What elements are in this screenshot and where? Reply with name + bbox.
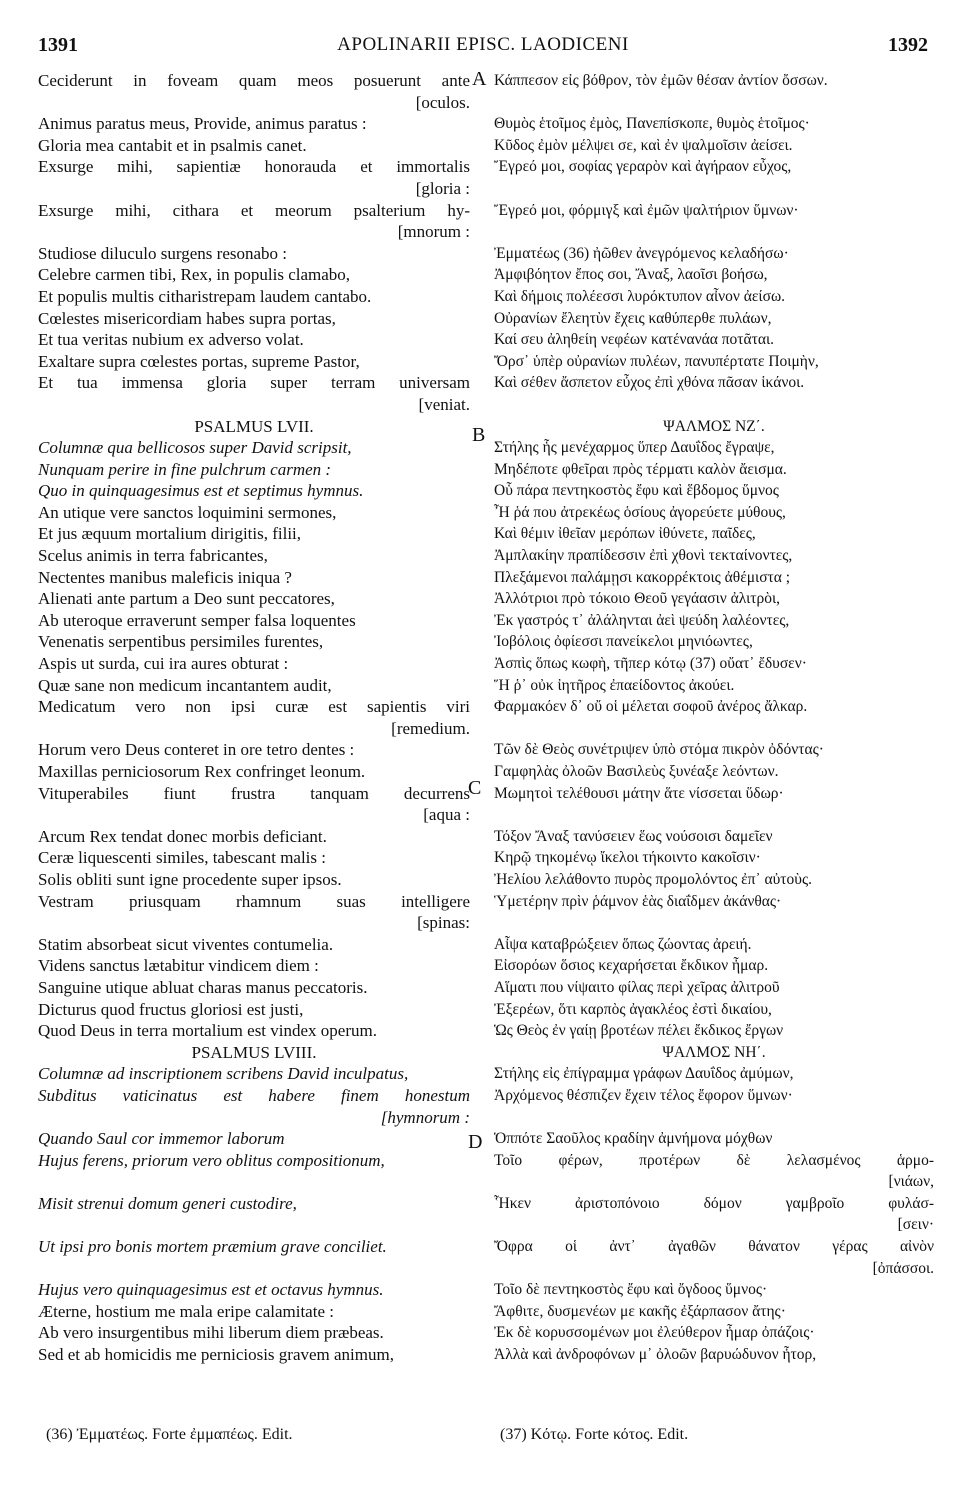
greek-verse-line [494,804,934,826]
greek-verse-line: Κάππεσον εἰς βόθρον, τὸν ἐμῶν θέσαν ἀντίον ὄσσων. [494,72,828,89]
latin-verse-line: Animus paratus meus, Provide, animus paratus : [38,114,367,134]
greek-verse-line: Ἐκ γαστρός τ᾽ ἀλάληνται ἀεὶ ψεύδη λαλέοντες, [494,611,790,629]
greek-verse-line: Φαρμακόεν δ᾽ οὔ οἱ μέλεται σοφοῦ ἀνέρος ἄλκαρ. [494,698,808,716]
greek-verse-line: Ὁππότε Σαοῦλος κραδίην ἀμνήμονα μόχθων [494,1130,773,1148]
section-marker-d: D [468,1131,483,1153]
latin-verse-line: Maxillas perniciosorum Rex confringet leonum. [38,762,366,781]
latin-verse-line: [gloria : [415,178,470,198]
greek-verse-line: Καὶ δήμοις πολέεσσι λυρόκτυπον αἶνον ἀείσω. [494,287,786,305]
greek-verse-line: Ἧκεν ἀριστοπόνοιο δόμον γαμβροῖο φυλάσ- [494,1194,934,1212]
greek-verse-line: Ἦ ῥά που ἀτρεκέως ὁσίους ἀγορεύετε μύθους, [494,503,786,521]
greek-verse-line: Γαμφηλὰς ὀλοῶν Βασιλεὺς ξυνέαξε λεόντων. [494,763,779,780]
greek-verse-line [494,718,934,740]
greek-verse-line: Τόξον Ἄναξ τανύσειεν ἕως νούσοισι δαμεῖεν [494,827,773,845]
greek-verse-line: Ὄρσ᾽ ὑπὲρ οὐρανίων πυλέων, πανυπέρτατε Ποιμὴν, [494,352,819,370]
greek-verse-line: Μηδέποτε φθεῖραι πρὸς τέρματι καλὸν ἄεισμα. [494,460,787,478]
greek-verse-line: Ἰοβόλοις ὀφίεσσι πανείκελοι μηνιόωντες, [494,633,753,651]
greek-verse-line [494,178,934,200]
greek-verse-line: Πλεξάμενοι παλάμῃσι κακορρέκτοις ἀθέμιστα ; [494,568,791,586]
latin-verse-line: Alienati ante partum a Deo sunt peccatores, [38,589,335,609]
greek-verse-line: Ὑμετέρην πρὶν ῥάμνον ἑὰς διαΐδμεν ἀκάνθας· [494,892,782,910]
latin-verse-line: Hujus ferens, priorum vero oblitus compositionum, [38,1150,385,1170]
greek-verse-line: Ἐξερέων, ὅτι καρπὸς ἀγακλέος ἐστὶ δικαίου, [494,1000,772,1018]
latin-verse-line: Æterne, hostium me mala eripe calamitate : [38,1301,334,1321]
latin-verse-line: Subditus vaticinatus est habere finem honestum [38,1085,470,1105]
latin-verse-line: Nectentes manibus maleficis iniqua ? [38,567,292,587]
greek-verse-line: Ἀλλότριοι πρὸ τόκοιο Θεοῦ γεγάασιν ἀλιτρὸι, [494,590,781,608]
greek-verse-line: Ἀρχόμενος θέσπιζεν ἔχειν τέλος ἔφορον ὕμνων· [494,1086,793,1104]
greek-verse-line: Μωμητοὶ τελέθουσι μάτην ἅτε νίσσεται ὕδωρ· [494,784,784,802]
greek-verse-line [494,912,934,934]
greek-verse-line: Οὐρανίων ἔλεητὺν ἔχεις καθύπερθε πυλάων, [494,309,772,327]
latin-verse-line: Studiose diluculo surgens resonabo : [38,243,287,263]
latin-verse-line: PSALMUS LVIII. [191,1042,317,1062]
latin-verse-line: Ceciderunt in foveam quam meos posuerunt ante [38,71,470,90]
latin-verse-line: Sanguine utique abluat charas manus peccatoris. [38,977,368,997]
latin-verse-line: Celebre carmen tibi, Rex, in populis clamabo, [38,265,351,285]
latin-verse-line: Et tua veritas nubium ex adverso volat. [38,330,304,350]
latin-verse-line: An utique vere sanctos loquimini sermones, [38,502,337,522]
latin-verse-line: Exsurge mihi, cithara et meorum psalterium hy- [38,200,470,220]
greek-verse-line: Ἠελίου λελάθοντο πυρὸς προμολόντος ἐπ᾽ αὐτοὺς. [494,870,812,888]
latin-verse-line: Ab vero insurgentibus mihi liberum diem præbeas. [38,1323,384,1343]
greek-verse-line: Αἶψα καταβρώξειεν ὅπως ζώοντας ἀρειή. [494,935,752,953]
latin-column [38,70,470,1366]
greek-verse-line: Εἰσορόων ὅσιος κεχαρήσεται ἔκδικον ἦμαρ. [494,957,769,975]
latin-verse-line: [veniat. [418,394,470,414]
right-page-number: 1392 [888,34,928,56]
latin-verse-line: [aqua : [423,805,470,825]
latin-verse-line: Horum vero Deus conteret in ore tetro dentes : [38,740,355,760]
latin-verse-line: Exaltare supra cœlestes portas, supreme Pastor, [38,351,360,371]
latin-verse-line: Et populis multis citharistrepam laudem cantabo. [38,286,372,306]
greek-verse-line: Αἵματι που νίψαιτο φίλας περὶ χεῖρας ἀλιτροῦ [494,978,780,996]
greek-verse-line: Στήλης ἧς μενέχαρμος ὕπερ Δαυΐδος ἔγραψε, [494,439,775,457]
greek-verse-line: ΨΑΛΜΟΣ ΝΗ΄. [662,1043,766,1061]
greek-verse-line: Καὶ θέμιν ἰθεῖαν μερόπων ἰθύνετε, παῖδες, [494,525,756,543]
latin-verse-line: Statim absorbeat sicut viventes contumelia. [38,934,334,954]
latin-verse-line: Sed et ab homicidis me perniciosis gravem animum, [38,1345,394,1365]
latin-verse-line: [remedium. [391,718,470,738]
greek-verse-line: Θυμὸς ἑτοῖμος ἐμὸς, Πανεπίσκοπε, θυμὸς ἑτοῖμος· [494,115,810,133]
footnote-37: (37) Κότῳ. Forte κότος. Edit. [500,1426,689,1443]
greek-verse-line: Καί σευ ἀληθείη νεφέων κατένανάα ποτᾶται. [494,331,775,349]
latin-verse-line: PSALMUS LVII. [194,416,314,436]
latin-verse-line: Venenatis serpentibus persimiles furentes, [38,632,324,652]
greek-verse-line: Ἥ ῥ᾽ οὐκ ἰητῆρος ἐπαείδοντος ἀκούει. [494,676,735,694]
latin-verse-line: Ut ipsi pro bonis mortem præmium grave conciliet. [38,1237,387,1257]
latin-verse-line: Videns sanctus lætabitur vindicem diem : [38,956,319,976]
greek-verse-line: [νιάων, [888,1173,934,1191]
latin-verse-line: Hujus vero quinquagesimus est et octavus hymnus. [38,1280,384,1300]
greek-verse-line: Ἔγρεό μοι, σοφίας γεραρὸν καὶ ἀγήραον εὖχος, [494,158,792,176]
greek-verse-line: Τῶν δὲ Θεὸς συνέτριψεν ὑπὸ στόμα πικρὸν ὀδόντας· [494,741,824,759]
latin-verse-line: Scelus animis in terra fabricantes, [38,546,268,566]
running-title: APOLINARII EPISC. LAODICENI [337,34,629,55]
left-page-number: 1391 [38,34,78,56]
latin-verse-line: Nunquam perire in fine pulchrum carmen : [38,459,332,479]
greek-verse-line: Κηρῷ τηκομένῳ ἴκελοι τήκοιντο κακοῖσιν· [494,849,761,867]
latin-verse-line: Gloria mea cantabit et in psalmis canet. [38,135,307,155]
latin-verse-line: Columnæ qua bellicosos super David scripsit, [38,438,352,458]
greek-verse-line: Ἀλλὰ καὶ ἀνδροφόνων μ᾽ ὀλοῶν βαρυώδυνον ἦτορ, [494,1346,817,1364]
greek-verse-line [494,394,934,416]
greek-verse-line: Οὗ πάρα πεντηκοστὸς ἔφυ καὶ ἕβδομος ὕμνος [494,482,779,500]
greek-verse-line: [σειν· [897,1216,934,1234]
latin-verse-line: Columnæ ad inscriptionem scribens David inculpatus, [38,1064,409,1084]
greek-verse-line: Τοῖο φέρων, προτέρων δὲ λελασμένος ἁρμο- [494,1151,934,1169]
latin-verse-line: Aspis ut surda, cui ira aures obturat : [38,654,289,674]
latin-verse-line: Et tua immensa gloria super terram universam [38,373,470,393]
latin-verse-line: Cœlestes misericordiam habes supra portas, [38,308,336,328]
latin-verse-line: Arcum Rex tendat donec morbis deficiant. [38,826,327,846]
latin-verse-line: Ceræ liquescenti similes, tabescant malis : [38,848,326,868]
greek-verse-line: Ἀμφιβόητον ἔπος σοι, Ἄναξ, λαοῖσι βοήσω, [494,266,768,284]
latin-verse-line: Solis obliti sunt igne procedente super ipsos. [38,869,342,889]
greek-verse-line: ΨΑΛΜΟΣ ΝΖ΄. [663,417,765,435]
greek-verse-line: Ἐμματέως (36) ἠῶθεν ἀνεγρόμενος κελαδήσω· [494,244,789,262]
latin-verse-line: Quo in quinquagesimus est et septimus hymnus. [38,481,364,501]
latin-verse-line: Misit strenui domum generi custodire, [38,1193,297,1213]
greek-verse-line: Τοῖο δὲ πεντηκοστὸς ἔφυ καὶ ὄγδοος ὕμνος· [494,1281,768,1299]
latin-verse-line: [mnorum : [397,222,470,242]
latin-verse-line [38,1214,470,1236]
latin-verse-line: Dicturus quod fructus gloriosi est justi, [38,999,304,1019]
latin-verse-line: Et jus æquum mortalium dirigitis, filii, [38,524,302,544]
greek-verse-line: Ἀμπλακίην πραπίδεσσιν ἐπὶ χθονὶ τεκταίνοντες, [494,547,793,565]
greek-verse-line: Κῦδος ἐμὸν μέλψει σε, καὶ ἐν ψαλμοῖσιν ἀείσει. [494,136,793,154]
greek-verse-line: Καὶ σέθεν ἄσπετον εὖχος ἐπὶ χθόνα πᾶσαν ἱκάνοι. [494,374,805,392]
greek-verse-line: Στήλης εἰς ἐπίγραμμα γράφων Δαυΐδος ἀμύμων, [494,1065,794,1083]
latin-verse-line: Exsurge mihi, sapientiæ honorauda et immortalis [38,157,470,177]
latin-verse-line: [hymnorum : [380,1107,470,1127]
greek-verse-line: Ἔγρεό μοι, φόρμιγξ καὶ ἐμῶν ψαλτήριον ὕμνων· [494,201,799,219]
page-header [38,34,928,60]
section-marker-c: C [468,777,482,799]
latin-verse-line: Vituperabiles fiunt frustra tanquam decurrens [38,783,470,803]
greek-verse-line: Ἀσπὶς ὅπως κωφὴ, τῆπερ κότῳ (37) οὔατ᾽ ἔδυσεν· [494,655,807,673]
section-marker-b: B [472,424,486,446]
latin-verse-line: [oculos. [415,92,470,112]
latin-verse-line: [spinas: [417,913,470,933]
latin-verse-line: Vestram priusquam rhamnum suas intelligere [38,891,470,911]
footnote-36: (36) Ἐμματέως. Forte ἐμμαπέως. Edit. [46,1426,293,1443]
greek-verse-line [494,92,934,114]
latin-verse-line [38,1258,470,1280]
greek-verse-line: Ὡς Θεὸς ἐν γαίῃ βροτέων πέλει ἔκδικος ἔργων [494,1022,784,1040]
greek-verse-line: Ἄφθιτε, δυσμενέων με κακῆς ἐξάρπασον ἄτης· [494,1302,786,1320]
greek-verse-line: Ὄφρα οἱ ἀντ᾽ ἀγαθῶν θάνατον γέρας αἰνὸν [494,1238,934,1256]
greek-verse-line [494,1107,934,1129]
latin-verse-line: Ab uteroque erraverunt semper falsa loquentes [38,610,356,630]
latin-verse-line: Medicatum vero non ipsi curæ est sapientis viri [38,697,470,717]
greek-verse-line [494,221,934,243]
greek-verse-line: [ὀπάσσοι. [872,1259,934,1277]
greek-column [494,70,934,1366]
latin-verse-line: Quæ sane non medicum incantantem audit, [38,675,332,695]
latin-verse-line: Quod Deus in terra mortalium est vindex operum. [38,1021,377,1041]
latin-verse-line: Quando Saul cor immemor laborum [38,1129,285,1149]
latin-verse-line [38,1171,470,1193]
section-marker-a: A [472,68,487,90]
greek-verse-line: Ἐκ δὲ κορυσσομένων μοι ἐλεύθερον ἦμαρ ὀπάζοις· [494,1324,815,1342]
